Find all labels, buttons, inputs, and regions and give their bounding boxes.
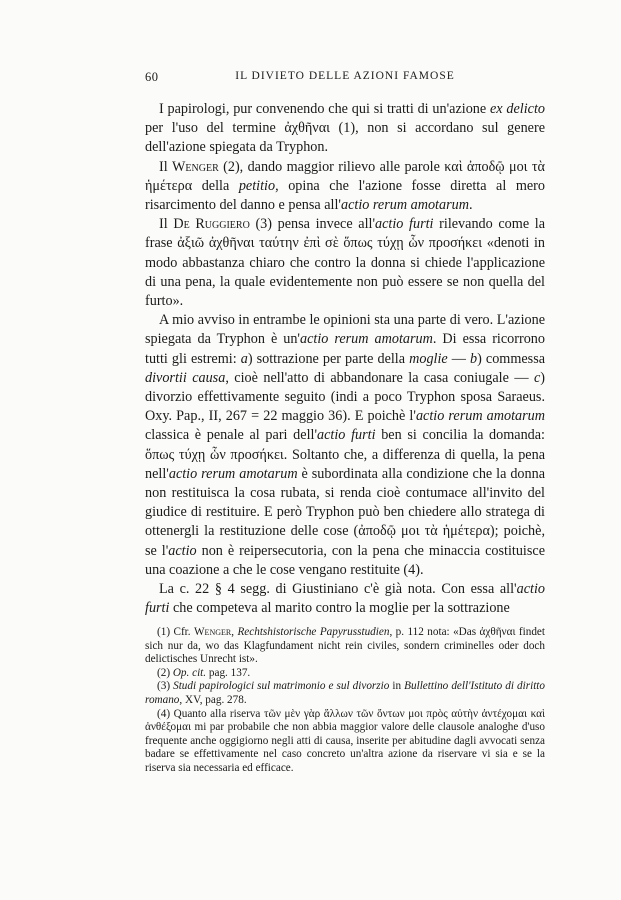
paragraph-3: Il De Ruggiero (3) pensa invece all'actio furti rilevando come la frase ἀξιῶ ἀχθῆναι ταύτην ἐπὶ σὲ ὅπως τύχῃ ὧν προσήκει «denoti in modo abbastanza chiaro che contro la donna si chiede l'applicazione di una pena, la quale evidentemente non può essere se non quella del furto». (145, 216, 546, 310)
page-header (145, 70, 545, 88)
page-number: 60 (145, 70, 159, 84)
paragraph-4: A mio avviso in entrambe le opinioni sta una parte di vero. L'azione spiegata da Tryphon è un'actio rerum amotarum. Di essa ricorrono tutti gli estremi: a) sottrazione per parte della moglie — b) commessa divortii causa, cioè nell'atto di abbandonare la casa coniugale — c) divorzio effettivamente seguito (indi a poco Tryphon sposa Saraeus. Oxy. Pap., II, 267 = 22 maggio 36). E poichè l'actio rerum amotarum classica è penale al pari dell'actio furti ben si concilia la domanda: ὅπως τύχῃ ὧν προσήκει. Soltanto che, a differenza di quella, la pena nell'actio rerum amotarum è subordinata alla condizione che la donna non restituisca la cosa rubata, si renda cioè contumace all'invito del giudice di restituire. E però Tryphon può ben chiedere allo stratega di ottenergli la restituzione delle cose (ἀποδῷ μοι τὰ ἡμέτερα); poichè, se l'actio non è reipersecutoria, con la pena che minaccia costituisce una coazione a che le cose vengano restituite (4). (145, 312, 546, 578)
footnote-4: (4) Quanto alla riserva τῶν μὲν γὰρ ἄλλων τῶν ὄντων μοι πρὸς αὐτὴν ἀντέχομαι καὶ ἀνθέξομαι mi par probabile che non abbia maggior valore delle clausole analoghe d'uso frequente anche oggigiorno negli atti di causa, inserite per abitudine dagli avvocati senza badare se effettivamente nel caso concreto un'altra azione da riservare vi sia e se la riserva sia necessaria ed efficace. (145, 707, 545, 774)
footnote-2: (2) Op. cit. pag. 137. (157, 666, 251, 679)
paragraph-2: Il Wenger (2), dando maggior rilievo alle parole καὶ ἀποδῷ μοι τὰ ἡμέτερα della petitio, opina che l'azione fosse diretta al mero risarcimento del danno e pensa all'actio rerum amotarum. (145, 158, 545, 214)
paragraph-5: La c. 22 § 4 segg. di Giustiniano c'è già nota. Con essa all'actio furti che competeva al marito contro la moglie per la sottrazione (145, 581, 545, 617)
footnote-1: (1) Cfr. Wenger, Rechtshistorische Papyrusstudien, p. 112 nota: «Das ἀχθῆναι findet sich nur da, wo das Klagfundament nicht rein civiles, sondern criminelles oder doch delictisches Unrecht ist». (145, 626, 546, 666)
footnotes (145, 626, 545, 776)
footnote-3: (3) Studi papirologici sul matrimonio e sul divorzio in Bullettino dell'Istituto di diritto romano, XV, pag. 278. (145, 680, 546, 706)
paragraph-1: I papirologi, pur convenendo che qui si tratti di un'azione ex delicto per l'uso del termine ἀχθῆναι (1), non si accordano sul genere dell'azione spiegata da Tryphon. (145, 101, 545, 156)
running-title: IL DIVIETO DELLE AZIONI FAMOSE (235, 70, 455, 82)
main-text (145, 100, 545, 618)
